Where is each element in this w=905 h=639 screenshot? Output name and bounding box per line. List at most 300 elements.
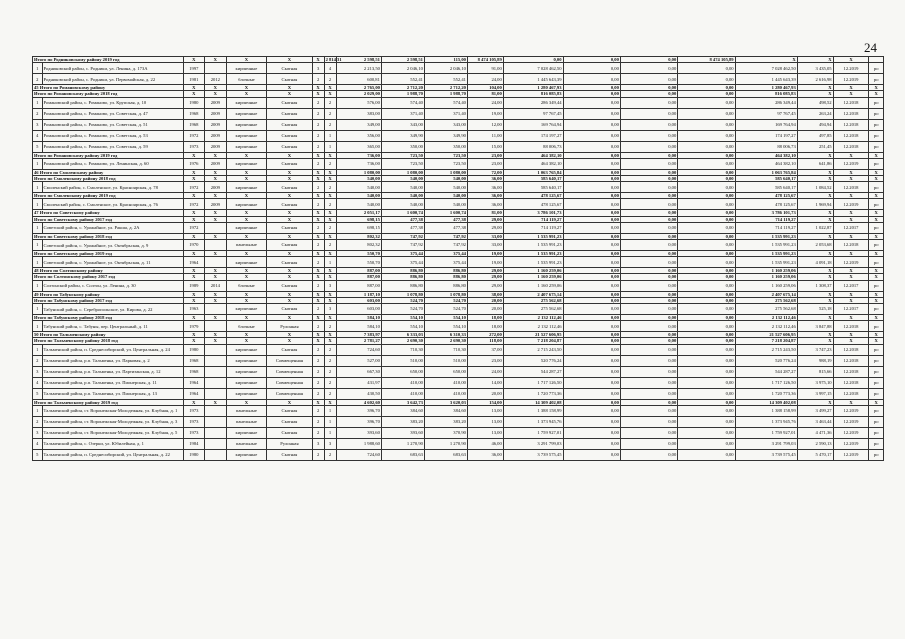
table-cell: X (226, 57, 267, 63)
table-cell: 393,60 (381, 427, 424, 438)
table-cell (205, 416, 227, 427)
table-cell: 2 407 675,14 (503, 291, 563, 297)
table-cell: 115,00 (424, 57, 467, 63)
table-cell: 0,00 (678, 416, 735, 427)
table-cell: 286 349,44 (503, 97, 563, 108)
table-cell: 0,00 (678, 332, 735, 338)
table-cell: 0,00 (563, 141, 620, 152)
table-cell: 8 474 105,89 (467, 57, 503, 63)
table-cell: 0,00 (620, 152, 677, 158)
table-cell: 554,10 (424, 315, 467, 321)
table-cell: 698,15 (336, 222, 381, 233)
table-cell: 19,00 (467, 108, 503, 119)
table-cell: 0,00 (678, 338, 735, 344)
table-cell: 29,00 (467, 216, 503, 222)
table-cell: 0,00 (563, 257, 620, 268)
table-cell: 0,00 (620, 119, 677, 130)
table-cell: 0,00 (563, 97, 620, 108)
table-cell: 0,00 (620, 321, 677, 332)
table-cell: 2 (324, 366, 336, 377)
address-cell: Тальменский район, р.п. Тальменка, ул. Партизанская, д. 12 (42, 366, 183, 377)
table-cell: 12.2019 (833, 74, 869, 85)
table-cell: 104,00 (467, 85, 503, 91)
table-cell: 1 (324, 141, 336, 152)
table-cell: X (226, 176, 267, 182)
table-cell: 24,00 (467, 97, 503, 108)
table-cell: 4 (324, 63, 336, 74)
table-cell: 12.2017 (833, 280, 869, 291)
table-cell: 0,00 (620, 315, 677, 321)
row-number: 1 (33, 321, 43, 332)
table-cell: 2009 (205, 182, 227, 193)
table-cell: X (797, 233, 833, 239)
row-number: 5 (33, 388, 43, 399)
table-cell: 550,70 (336, 251, 381, 257)
table-cell: Скатная (267, 304, 312, 315)
table-row (33, 119, 884, 130)
table-cell: 37,00 (467, 344, 503, 355)
table-cell: 1 535 991,23 (503, 233, 563, 239)
table-cell: 0,00 (678, 388, 735, 399)
table-cell (205, 257, 227, 268)
table-cell: 1 969,94 (797, 199, 833, 210)
table-cell: 650,00 (424, 366, 467, 377)
table-cell: 0,00 (563, 405, 620, 416)
table-cell: X (312, 169, 324, 175)
table-cell: 576,00 (336, 97, 381, 108)
table-cell: 0,00 (620, 377, 677, 388)
table-cell: 1 988,70 (424, 91, 467, 97)
table-cell: 2 (312, 97, 324, 108)
table-cell: 12.2018 (833, 355, 869, 366)
table-cell: 3 747,23 (797, 344, 833, 355)
table-cell: 2 132 112,46 (503, 315, 563, 321)
table-cell: X (869, 176, 884, 182)
table-cell: 29,00 (467, 274, 503, 280)
address-cell: Тальменский район, с. Озерки, ул. Юбилейная, д. 1 (42, 438, 183, 449)
table-cell: 0,00 (563, 315, 620, 321)
table-cell: 0,00 (678, 344, 735, 355)
table-cell: 0,00 (678, 240, 735, 251)
table-cell: 12.2018 (833, 377, 869, 388)
table-cell: X (226, 85, 267, 91)
table-cell: 1 078,80 (381, 291, 424, 297)
table-cell: X (797, 91, 833, 97)
table-cell: 0,00 (678, 280, 735, 291)
table-cell: 683,63 (381, 449, 424, 460)
table-cell: 584,10 (336, 315, 381, 321)
table-cell: 0,00 (563, 182, 620, 193)
table-cell: X (312, 210, 324, 216)
table-cell: X (324, 176, 336, 182)
table-cell: X (312, 193, 324, 199)
total-label: Итого по Романовскому району 2018 год (33, 91, 184, 97)
table-cell: X (205, 210, 227, 216)
table-cell: 0,00 (678, 152, 735, 158)
table-cell: 1 535 991,23 (735, 257, 797, 268)
table-cell: X (183, 169, 205, 175)
table-cell: 1 160 259,06 (503, 280, 563, 291)
table-cell: 0,00 (563, 130, 620, 141)
table-cell (205, 321, 227, 332)
table-cell: 0,00 (678, 366, 735, 377)
table-cell: 5 470,17 (797, 449, 833, 460)
table-cell: 0,00 (620, 57, 677, 63)
table-row (33, 321, 884, 332)
table-cell: X (869, 210, 884, 216)
table-cell: 46,00 (467, 438, 503, 449)
table-cell: X (267, 338, 312, 344)
address-cell: Советский район, с. Урожайное, ул. Октябрьская, д. 11 (42, 257, 183, 268)
table-cell: 0,00 (620, 274, 677, 280)
table-cell: 0,00 (678, 427, 735, 438)
row-number: 2 (33, 74, 43, 85)
table-cell: 2 (312, 377, 324, 388)
table-cell: X (312, 268, 324, 274)
table-cell: 0,00 (620, 158, 677, 169)
address-cell: Советский район, с. Урожайное, ул. Октябрьская, д. 9 (42, 240, 183, 251)
table-cell: 2 (324, 222, 336, 233)
table-cell: 554,10 (381, 321, 424, 332)
table-cell: 1 (324, 416, 336, 427)
table-cell: 1 445 643,39 (503, 74, 563, 85)
table-cell: Скатная (267, 119, 312, 130)
table-cell: 383,20 (381, 416, 424, 427)
table-cell: 2 (312, 388, 324, 399)
table-cell: 2 (324, 74, 336, 85)
table-row (33, 355, 884, 366)
table-cell: X (797, 193, 833, 199)
table-cell: ро (869, 344, 884, 355)
table-cell: Рулонная (267, 321, 312, 332)
table-cell: X (833, 338, 869, 344)
table-cell: 1979 (183, 321, 205, 332)
table-cell: 724,60 (336, 449, 381, 460)
table-cell: 0,00 (678, 63, 735, 74)
table-cell: 0,00 (678, 91, 735, 97)
table-cell: 0,00 (563, 119, 620, 130)
table-cell: 3 (312, 438, 324, 449)
table-cell: X (312, 399, 324, 405)
table-cell: 1 080,00 (336, 169, 381, 175)
table-cell: 0,00 (678, 268, 735, 274)
table-cell: X (869, 291, 884, 297)
table-cell: 2 (312, 119, 324, 130)
table-cell: 2 (324, 108, 336, 119)
table-cell: 343,00 (424, 119, 467, 130)
table-cell: 2 (312, 280, 324, 291)
table-cell: X (869, 274, 884, 280)
table-row (33, 449, 884, 460)
table-cell (205, 304, 227, 315)
table-cell (205, 63, 227, 74)
table-cell: 13,00 (467, 416, 503, 427)
table-cell: X (797, 268, 833, 274)
table-cell: 603,00 (336, 297, 381, 303)
table-cell: 0,00 (620, 268, 677, 274)
table-cell: 0,00 (678, 438, 735, 449)
table-cell: 0,00 (678, 210, 735, 216)
table-cell: 12.2018 (833, 130, 869, 141)
table-cell: 1 280 467,93 (503, 85, 563, 91)
table-cell: X (312, 315, 324, 321)
table-cell: Скатная (267, 199, 312, 210)
table-cell: X (226, 332, 267, 338)
table-cell: ро (869, 158, 884, 169)
table-cell: 343,00 (381, 119, 424, 130)
table-cell: 0,00 (678, 291, 735, 297)
table-cell: Скатная (267, 240, 312, 251)
table-cell: X (324, 399, 336, 405)
table-cell: X (267, 399, 312, 405)
table-cell: 1 280 467,93 (735, 85, 797, 91)
table-cell: 540,00 (336, 193, 381, 199)
table-cell: 2 781,27 (336, 338, 381, 344)
table-cell: ро (869, 97, 884, 108)
table-cell: 0,00 (678, 85, 735, 91)
table-cell: 816 085,83 (735, 91, 797, 97)
table-cell: 1 388 158,99 (503, 405, 563, 416)
table-cell: 2009 (205, 97, 227, 108)
table-cell: 464 382,10 (735, 152, 797, 158)
table-cell: 0,00 (678, 169, 735, 175)
total-label: 46 Итого по Смоленскому району (33, 169, 184, 175)
table-cell: 0,00 (678, 233, 735, 239)
table-cell: 12.2017 (833, 222, 869, 233)
address-cell: Романовский район, с. Романово, ул. Ленинская, д. 60 (42, 158, 183, 169)
table-cell: 12.2019 (833, 438, 869, 449)
table-cell: 0,00 (563, 291, 620, 297)
table-cell: 0,00 (678, 141, 735, 152)
table-cell: 272,00 (467, 332, 503, 338)
table-cell: 21 527 606,95 (503, 332, 563, 338)
table-cell: X (226, 91, 267, 97)
table-cell: 1 270,90 (381, 438, 424, 449)
table-cell: Скатная (267, 182, 312, 193)
table-cell: 275 562,68 (503, 297, 563, 303)
table-cell: кирпичные (226, 377, 267, 388)
table-cell: X (833, 268, 869, 274)
table-cell: 1 160 259,06 (735, 268, 797, 274)
table-cell: X (267, 57, 312, 63)
table-cell: 1984 (183, 438, 205, 449)
table-cell: 0,00 (678, 176, 735, 182)
table-cell (205, 355, 227, 366)
table-cell: 375,44 (424, 257, 467, 268)
table-cell: 1 720 773,36 (735, 388, 797, 399)
table-cell: 174 197,27 (503, 130, 563, 141)
table-cell: 2 (312, 108, 324, 119)
table-cell: 12.2018 (833, 321, 869, 332)
table-cell: 0,00 (563, 304, 620, 315)
table-cell: 2 (324, 97, 336, 108)
table-cell: 0,00 (678, 251, 735, 257)
table-cell: 13,00 (467, 405, 503, 416)
address-cell: Родниковский район, с. Родники, ул. Первомайская, д. 22 (42, 74, 183, 85)
table-cell: 0,00 (620, 291, 677, 297)
table-cell: ро (869, 321, 884, 332)
table-cell: X (324, 193, 336, 199)
table-cell: 540,00 (424, 193, 467, 199)
table-cell: 365,00 (336, 141, 381, 152)
table-cell: Совмещенная (267, 377, 312, 388)
table-cell: 2 (324, 119, 336, 130)
table-cell: 2009 (205, 108, 227, 119)
table-cell: 431,97 (336, 377, 381, 388)
table-cell: 0,00 (563, 332, 620, 338)
table-cell: 169 764,94 (735, 119, 797, 130)
table-cell: X (833, 332, 869, 338)
row-number: 3 (33, 119, 43, 130)
table-cell: 20,00 (467, 297, 503, 303)
table-cell: 2 (324, 199, 336, 210)
table-cell: кирпичные (226, 97, 267, 108)
total-label: Итого по Солтонскому району 2017 год (33, 274, 184, 280)
table-cell: 15,00 (467, 141, 503, 152)
table-cell: 375,44 (424, 251, 467, 257)
table-cell: X (869, 85, 884, 91)
table-cell: 477,38 (424, 222, 467, 233)
table-cell: 2 712,20 (381, 85, 424, 91)
row-number: 2 (33, 416, 43, 427)
table-cell: 574,40 (381, 97, 424, 108)
table-cell: X (797, 169, 833, 175)
table-cell: X (205, 291, 227, 297)
table-cell: Скатная (267, 141, 312, 152)
table-cell: X (226, 268, 267, 274)
table-cell: 0,00 (563, 210, 620, 216)
table-cell: 0,00 (563, 280, 620, 291)
table-cell: кирпичные (226, 355, 267, 366)
table-cell: X (324, 338, 336, 344)
table-cell: 1980 (183, 97, 205, 108)
table-cell: 6 310,33 (424, 332, 467, 338)
table-cell: ро (869, 257, 884, 268)
table-cell: 2 (312, 427, 324, 438)
table-cell: X (205, 399, 227, 405)
table-row (33, 74, 884, 85)
table-cell: X (183, 57, 205, 63)
row-number: 1 (33, 158, 43, 169)
table-cell: 2009 (205, 141, 227, 152)
table-cell: 1 535 991,23 (735, 240, 797, 251)
table-cell: X (267, 315, 312, 321)
row-number: 5 (33, 141, 43, 152)
table-cell: 0,00 (678, 274, 735, 280)
table-cell: 1 270,90 (424, 438, 467, 449)
table-cell: X (833, 291, 869, 297)
table-cell: 736,00 (336, 152, 381, 158)
table-cell: X (833, 315, 869, 321)
table-cell: X (324, 233, 336, 239)
table-cell: 36,00 (467, 449, 503, 460)
table-cell: 0,00 (563, 388, 620, 399)
table-cell: X (312, 216, 324, 222)
table-cell: 1997 (183, 63, 205, 74)
table-cell: 0,00 (620, 427, 677, 438)
table-cell: 747,92 (381, 233, 424, 239)
table-row (33, 141, 884, 152)
table-cell: 0,00 (563, 233, 620, 239)
table-cell: X (183, 315, 205, 321)
table-cell: 410,00 (381, 388, 424, 399)
table-cell: X (833, 176, 869, 182)
table-cell: 683,63 (424, 449, 467, 460)
table-cell: 0,00 (620, 338, 677, 344)
table-cell: ро (869, 130, 884, 141)
table-row (33, 130, 884, 141)
table-cell: 1 600,74 (424, 210, 467, 216)
table-cell: 1 (324, 405, 336, 416)
table-cell: X (267, 169, 312, 175)
table-cell: X (205, 332, 227, 338)
table-cell: X (312, 251, 324, 257)
row-number: 1 (33, 63, 43, 74)
table-cell: 1 078,80 (424, 291, 467, 297)
table-cell: X (797, 274, 833, 280)
table-cell: X (312, 297, 324, 303)
table-cell: 2 (312, 182, 324, 193)
row-number: 1 (33, 240, 43, 251)
address-cell: Романовский район, с. Романово, ул. Советская, д. 53 (42, 130, 183, 141)
table-cell: 585 640,17 (503, 182, 563, 193)
table-cell: 714 119,27 (735, 222, 797, 233)
table-cell: 524,70 (381, 297, 424, 303)
table-cell: 1972 (183, 182, 205, 193)
table-cell: 540,00 (381, 182, 424, 193)
table-cell: X (267, 216, 312, 222)
table-cell: X (324, 297, 336, 303)
table-row (33, 344, 884, 355)
address-cell: Смоленский район, с. Смоленское, ул. Красноярская, д. 78 (42, 182, 183, 193)
table-cell: X (869, 332, 884, 338)
table-cell: 1973 (183, 416, 205, 427)
table-cell: 1964 (183, 388, 205, 399)
table-cell: 29,00 (467, 280, 503, 291)
table-cell: 0,00 (678, 74, 735, 85)
table-cell: 371,40 (381, 108, 424, 119)
table-cell: X (797, 216, 833, 222)
table-cell: 540,00 (424, 176, 467, 182)
address-cell: Тальменский район, ст. Воронежская-Молодежная, ул. Клубная, д. 5 (42, 427, 183, 438)
table-cell: 3 642,73 (381, 399, 424, 405)
table-cell: 14 309 402,08 (735, 399, 797, 405)
table-cell: панельные (226, 405, 267, 416)
table-cell: X (226, 233, 267, 239)
table-cell: 747,92 (424, 240, 467, 251)
table-cell: 1963 (183, 304, 205, 315)
table-cell: 0,00 (563, 176, 620, 182)
table-cell: 7 218 204,87 (735, 338, 797, 344)
table-cell: 3 786 101,73 (503, 210, 563, 216)
table-cell: 2 590,13 (797, 438, 833, 449)
table-cell: 0,00 (563, 449, 620, 460)
table-cell: 1972 (183, 222, 205, 233)
table-cell: 12.2019 (833, 416, 869, 427)
table-cell: 24,00 (467, 74, 503, 85)
table-cell: 36,00 (467, 193, 503, 199)
table-cell: X (833, 399, 869, 405)
table-cell: 3 975,10 (797, 377, 833, 388)
table-cell: ро (869, 405, 884, 416)
table-cell: 2 814,31 (325, 57, 342, 62)
table-cell: 1 759 927,01 (503, 427, 563, 438)
table-cell: ро (869, 119, 884, 130)
table-cell: X (226, 315, 267, 321)
total-label: 49 Итого по Табунскому району (33, 291, 184, 297)
table-cell: 498,52 (797, 97, 833, 108)
table-cell: 88 006,73 (735, 141, 797, 152)
